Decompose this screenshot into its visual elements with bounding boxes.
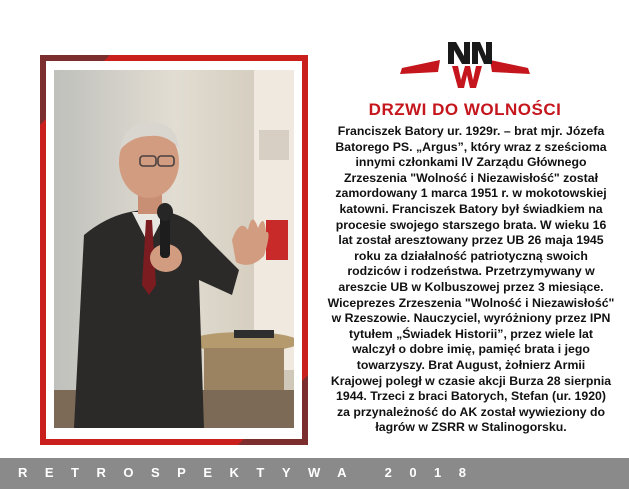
footer-label: RETROSPEKTYWA 2018 [18, 465, 484, 480]
bio-line: walczył o dobre imię, pamięć brata i jego [352, 342, 590, 357]
bio-line: innymi członkami IV Zarządu Głównego [355, 155, 587, 170]
portrait-photo [54, 70, 294, 428]
biography-text [315, 124, 627, 436]
bio-line: roku za działalność patriotyczną swoich [354, 248, 588, 263]
bio-line: Batorego PS. „Argus”, który wraz z sześcioma [335, 139, 607, 154]
bio-line: Krajowej poległ w czasie akcji Burza 28 sierpnia [330, 373, 612, 388]
bio-line: zamordowany 1 marca 1951 r. w mokotowskiej [335, 186, 607, 201]
bio-line: procesie swojego starszego brata. W wieku 16 [335, 217, 607, 232]
bio-line: towarzyszy. Brat August, żołnierz Armii [356, 357, 586, 372]
bio-line: Franciszek Batory ur. 1929r. – brat mjr. Józefa [337, 124, 605, 138]
page-title: DRZWI DO WOLNOŚCI [368, 100, 562, 119]
nnw-logo [400, 38, 530, 90]
bio-line: za przynależność do AK został wywieziony do [336, 404, 606, 419]
bio-line: łagrów w ZSRR w Stalinogorsku. [375, 420, 567, 435]
bio-line: rodziców i rodzeństwa. Przetrzymywany w [347, 264, 595, 279]
footer-bar [0, 458, 629, 489]
bio-line: w Rzeszowie. Nauczyciel, wyróżniony przez IPN [331, 311, 611, 326]
logo-right-stripe [490, 60, 530, 74]
bio-line: Zrzeszenia "Wolność i Niezawisłość" został [343, 170, 599, 185]
bio-line: katowni. Franciszek Batory był świadkiem na [339, 201, 603, 216]
speaker-illustration [54, 70, 294, 428]
logo-left-stripe [400, 60, 440, 74]
bio-line: lat został aresztowany przez UB 26 maja 1945 [338, 233, 604, 248]
bio-line: 1944. Trzeci z braci Batorych, Stefan (ur. 1920) [336, 389, 606, 404]
nnw-logo-icon [448, 42, 492, 88]
bio-line: areszcie UB w Kolbuszowej przez 3 miesiące. [338, 279, 604, 294]
bio-line: Wiceprezes Zrzeszenia "Wolność i Niezawisłość" [327, 295, 615, 310]
bio-line: tytułem „Świadek Historii”, przez wiele lat [349, 326, 593, 341]
